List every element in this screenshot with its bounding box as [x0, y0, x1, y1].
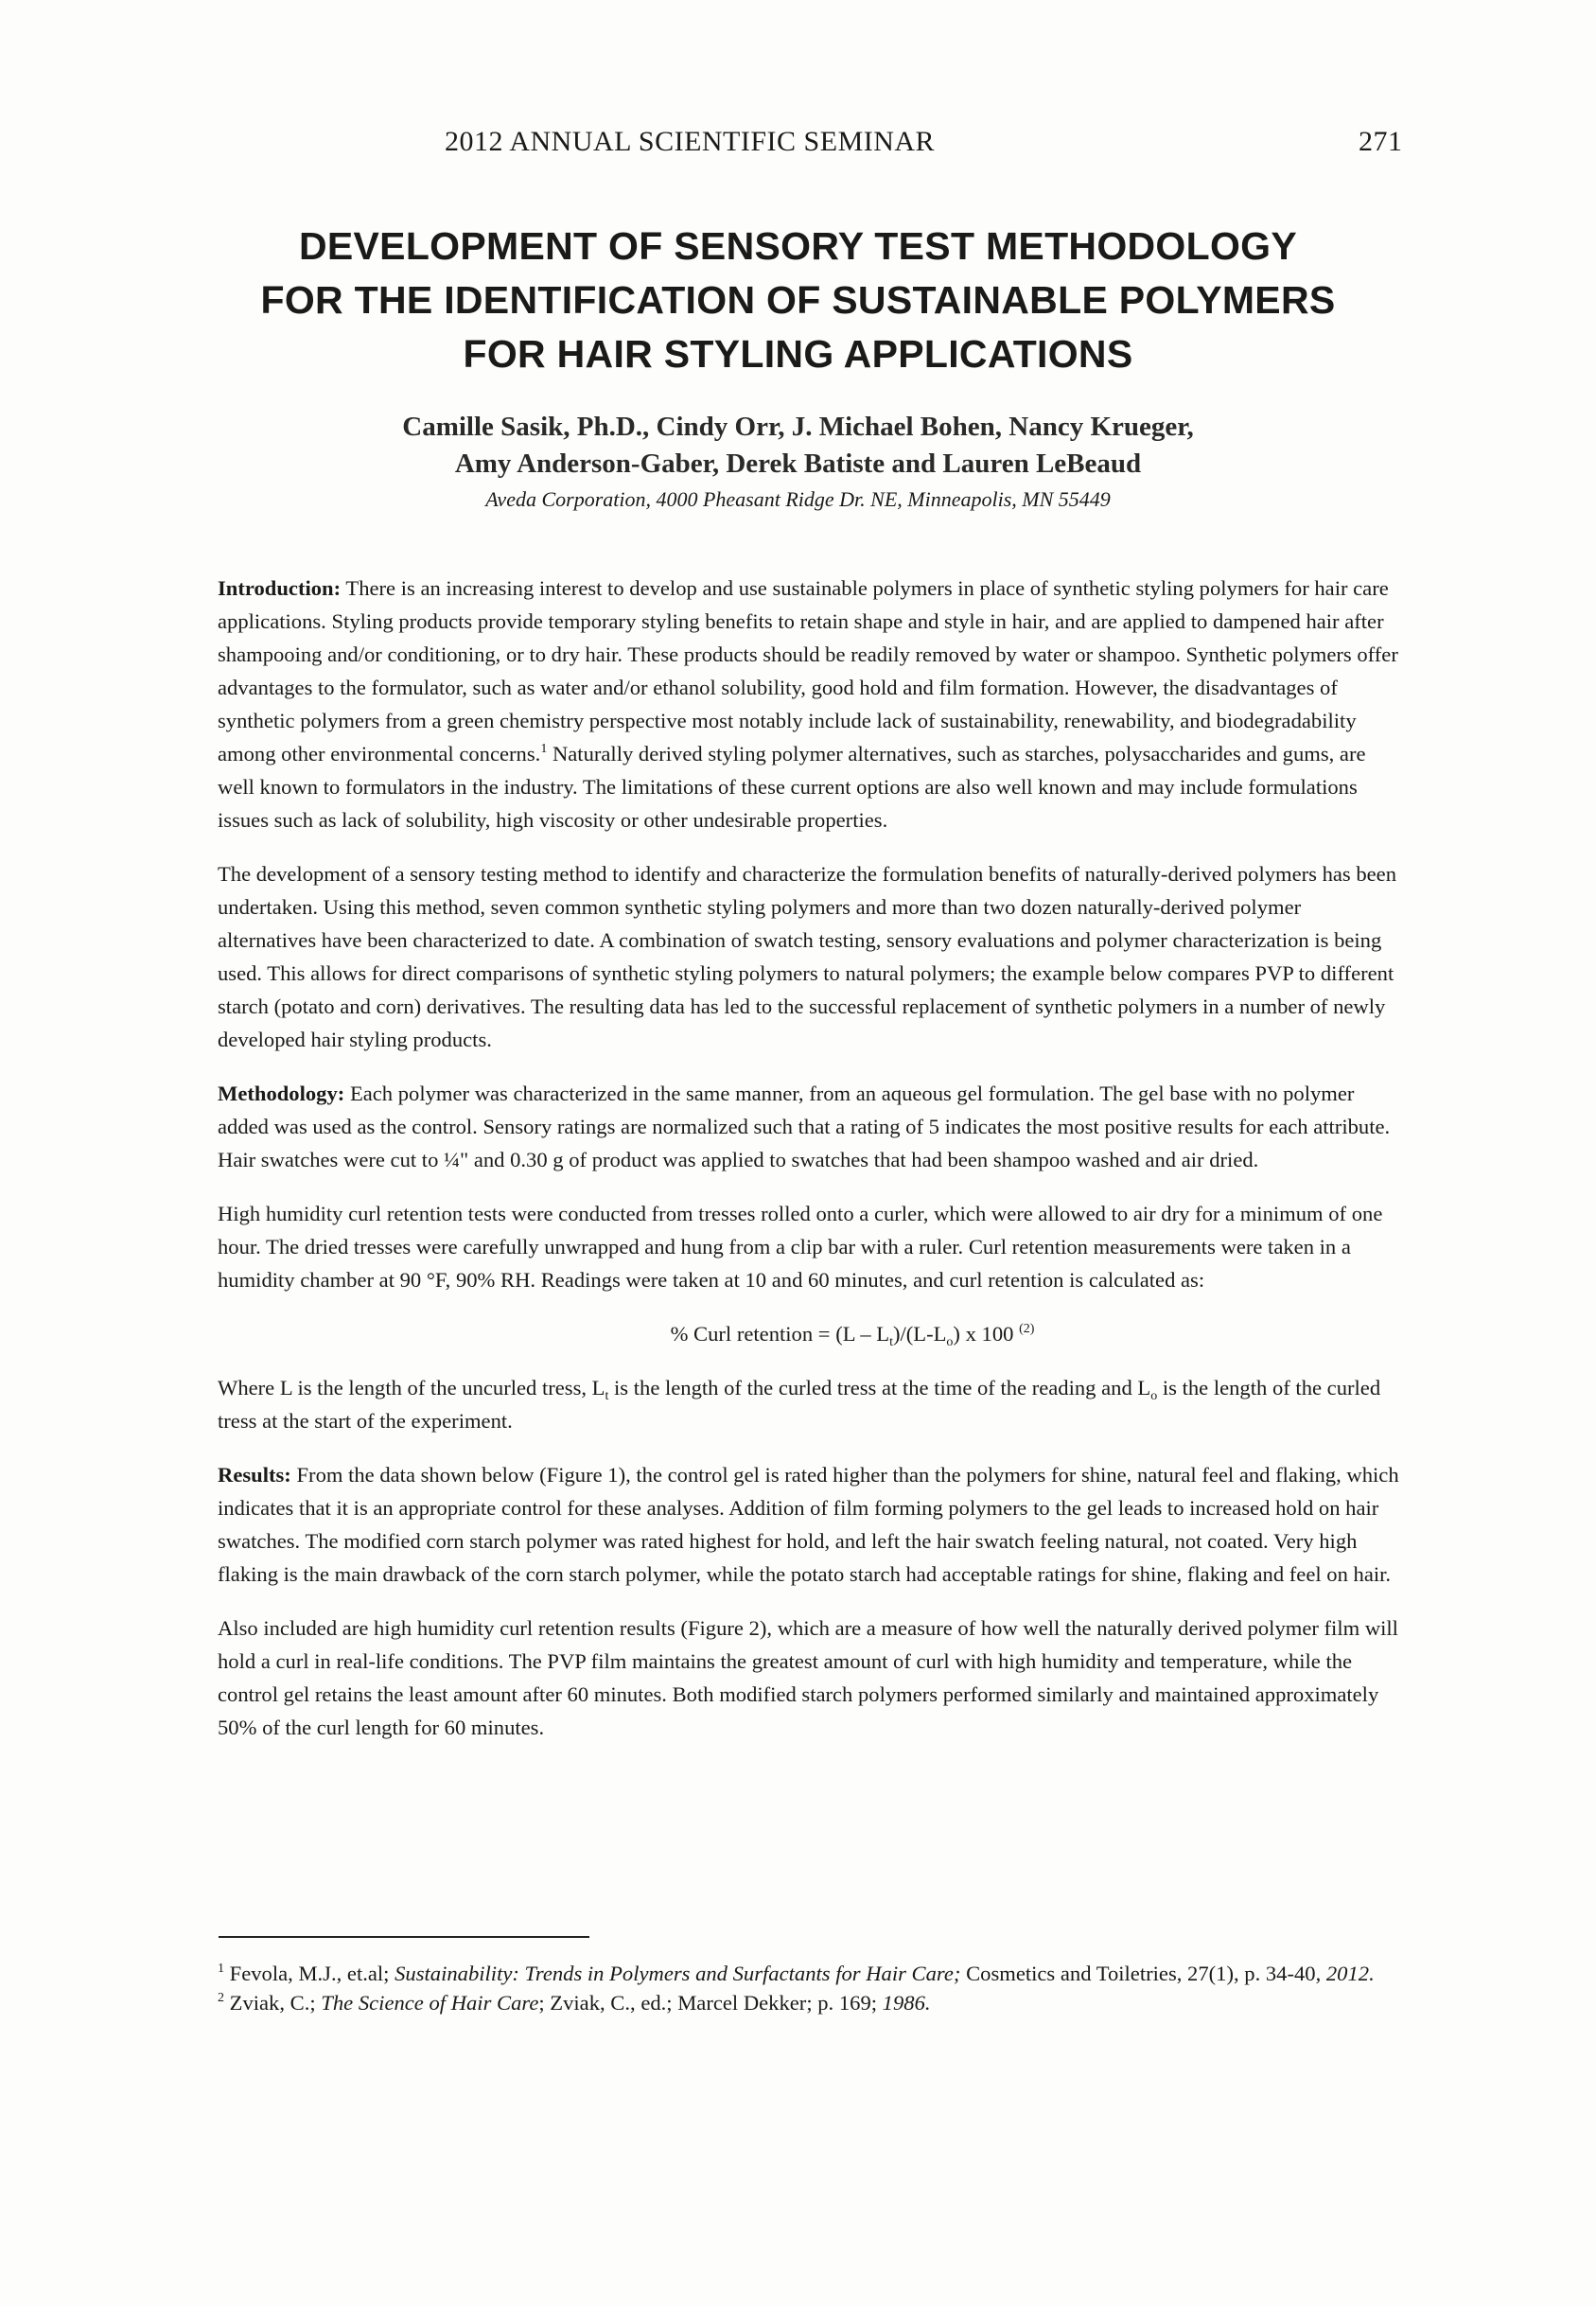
section-label: Results:	[218, 1463, 291, 1487]
paragraph-text: is the length of the curled tress at the start of the experiment.	[218, 1376, 1381, 1433]
formula-text: ) x 100	[953, 1322, 1020, 1346]
paragraph-text: Where L is the length of the uncurled tress, L	[218, 1376, 605, 1399]
page-number: 271	[1359, 126, 1403, 157]
subscript: t	[605, 1389, 609, 1403]
author-list	[0, 409, 1596, 483]
author-line: Camille Sasik, Ph.D., Cindy Orr, J. Michael Bohen, Nancy Krueger,	[402, 412, 1194, 442]
subscript: o	[1150, 1389, 1158, 1403]
where-paragraph	[218, 1371, 1402, 1437]
footnote-year: 2012.	[1325, 1962, 1375, 1985]
results-paragraph-2: Also included are high humidity curl retention results (Figure 2), which are a measure of how well the naturally derived polymer film will hold a curl in real-life conditions. The PVP film maintains the greatest amount of curl with high humidity and temperature, while the control gel retains the least amount after 60 minutes. Both modified starch polymers performed similarly and maintained approximately 50% of the curl length for 60 minutes.	[218, 1616, 1398, 1739]
paragraph-text: is the length of the curled tress at the time of the reading and L	[608, 1376, 1151, 1399]
footnote	[218, 1959, 1402, 1988]
paper-body	[218, 572, 1402, 1765]
subscript: o	[946, 1335, 954, 1349]
introduction-paragraph	[218, 572, 1402, 836]
footnote-ref: (2)	[1019, 1322, 1035, 1336]
footnote-number: 2	[218, 1991, 224, 2005]
running-title: 2012 ANNUAL SCIENTIFIC SEMINAR	[445, 126, 936, 157]
formula-text: )/(L-L	[892, 1322, 947, 1346]
paper-title	[0, 220, 1596, 381]
author-line: Amy Anderson-Gaber, Derek Batiste and Lauren LeBeaud	[454, 449, 1142, 479]
title-line: DEVELOPMENT OF SENSORY TEST METHODOLOGY	[298, 224, 1298, 268]
footnote-divider	[219, 1936, 589, 1938]
paragraph-text: Naturally derived styling polymer alternatives, such as starches, polysaccharides and gums, are well known to formulators in the industry. The limitations of these current options are also well known and may include formulations issues such as lack of solubility, high viscosity or other undesirable properties.	[218, 742, 1366, 832]
footnotes	[218, 1959, 1402, 2017]
footnote-text: ; Zviak, C., ed.; Marcel Dekker; p. 169;	[538, 1991, 883, 2015]
section-label: Methodology:	[218, 1082, 345, 1105]
results-paragraph	[218, 1458, 1402, 1591]
curl-retention-formula	[218, 1317, 1402, 1350]
footnote-title: Sustainability: Trends in Polymers and Surfactants for Hair Care;	[395, 1962, 961, 1985]
footnote-year: 1986.	[882, 1991, 931, 2015]
paragraph-text: From the data shown below (Figure 1), the control gel is rated higher than the polymers for shine, natural feel and flaking, which indicates that it is an appropriate control for these analyses. Addition of film forming polymers to the gel leads to increased hold on hair swatches. The modified corn starch polymer was rated highest for hold, and left the hair swatch feeling natural, not coated. Very high flaking is the main drawback of the corn starch polymer, while the potato starch had acceptable ratings for shine, flaking and feel on hair.	[218, 1463, 1399, 1586]
footnote-number: 1	[218, 1962, 224, 1976]
footnote-text: Zviak, C.;	[224, 1991, 322, 2015]
footnote-ref: 1	[540, 742, 548, 756]
paragraph-text: Each polymer was characterized in the same manner, from an aqueous gel formulation. The gel base with no polymer added was used as the control. Sensory ratings are normalized such that a rating of 5 indicates the most positive results for each attribute. Hair swatches were cut to ¼" and 0.30 g of product was applied to swatches that had been shampoo washed and air dried.	[218, 1082, 1391, 1171]
title-line: FOR THE IDENTIFICATION OF SUSTAINABLE POLYMERS	[260, 278, 1336, 322]
footnote-title: The Science of Hair Care	[321, 1991, 539, 2015]
footnote-text: Fevola, M.J., et.al;	[224, 1962, 395, 1985]
affiliation: Aveda Corporation, 4000 Pheasant Ridge Dr. NE, Minneapolis, MN 55449	[485, 487, 1111, 511]
paragraph-text: There is an increasing interest to develop and use sustainable polymers in place of synthetic styling polymers for hair care applications. Styling products provide temporary styling benefits to retain shape and style in hair, and are applied to dampened hair after shampooing and/or conditioning, or to dry hair. These products should be readily removed by water or shampoo. Synthetic polymers offer advantages to the formulator, such as water and/or ethanol solubility, good hold and film formation. However, the disadvantages of synthetic polymers from a green chemistry perspective most notably include lack of sustainability, renewability, and biodegradability among other environmental concerns.	[218, 576, 1398, 766]
introduction-paragraph-2: The development of a sensory testing method to identify and characterize the formulation benefits of naturally-derived polymers has been undertaken. Using this method, seven common synthetic styling polymers and more than two dozen naturally-derived polymer alternatives have been characterized to date. A combination of swatch testing, sensory evaluations and polymer characterization is being used. This allows for direct comparisons of synthetic styling polymers to natural polymers; the example below compares PVP to different starch (potato and corn) derivatives. The resulting data has led to the successful replacement of synthetic polymers in a number of newly developed hair styling products.	[218, 862, 1396, 1051]
humidity-paragraph: High humidity curl retention tests were conducted from tresses rolled onto a curler, which were allowed to air dry for a minimum of one hour. The dried tresses were carefully unwrapped and hung from a clip bar with a ruler. Curl retention measurements were taken in a humidity chamber at 90 °F, 90% RH. Readings were taken at 10 and 60 minutes, and curl retention is calculated as:	[218, 1202, 1383, 1292]
methodology-paragraph	[218, 1077, 1402, 1176]
footnote	[218, 1988, 1402, 2017]
section-label: Introduction:	[218, 576, 342, 600]
formula-text: % Curl retention = (L – L	[670, 1322, 890, 1346]
title-line: FOR HAIR STYLING APPLICATIONS	[463, 332, 1133, 376]
subscript: t	[889, 1335, 893, 1349]
footnote-text: Cosmetics and Toiletries, 27(1), p. 34-40,	[960, 1962, 1326, 1985]
